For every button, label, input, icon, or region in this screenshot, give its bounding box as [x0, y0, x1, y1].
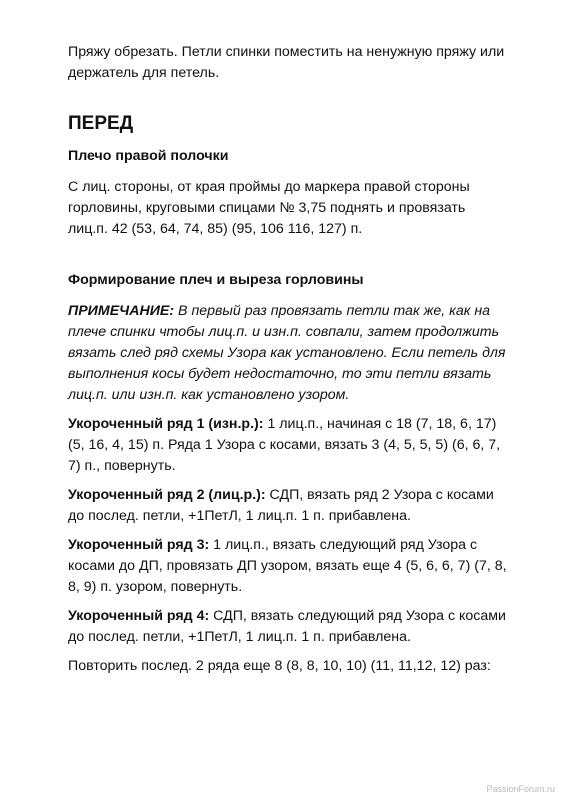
repeat-paragraph: Повторить послед. 2 ряда еще 8 (8, 8, 10, 10) (11, 11,12, 12) раз:: [68, 658, 491, 674]
short-row-2: [68, 485, 508, 527]
note-paragraph: [68, 301, 508, 406]
row-label: Укороченный ряд 3:: [68, 537, 210, 553]
row-label: Укороченный ряд 1 (изн.р.):: [68, 416, 264, 432]
shoulder-paragraph: С лиц. стороны, от края проймы до маркера правой стороны горловины, круговыми спицами № 3,75 поднять и провязать лиц.п. 42 (53, 64, 74, 85) (95, 106 116, 127) п.: [68, 179, 470, 237]
short-row-4: [68, 606, 508, 648]
short-row-3: [68, 535, 508, 598]
note-label: ПРИМЕЧАНИЕ:: [68, 303, 175, 319]
section-title: ПЕРЕД: [68, 113, 134, 134]
row-text: 1 лиц.п., начиная с 18 (7, 18, 6, 17) (5, 16, 4, 15) п. Ряда 1 Узора с косами, вязать 3 (4, 5, 5, 5) (6, 6, 7, 7) п., повернуть.: [68, 416, 501, 474]
subsection-title-neckline: Формирование плеч и выреза горловины: [68, 272, 364, 288]
row-label: Укороченный ряд 4:: [68, 608, 210, 624]
document-page: [68, 42, 508, 685]
watermark: PassionForum.ru: [486, 784, 555, 794]
subsection-title-shoulder: Плечо правой полочки: [68, 148, 229, 164]
row-text: СДП, вязать следующий ряд Узора с косами до послед. петли, +1ПетЛ, 1 лиц.п. 1 п. прибавлена.: [68, 608, 506, 645]
row-label: Укороченный ряд 2 (лиц.р.):: [68, 487, 266, 503]
note-text: В первый раз провязать петли так же, как на плече спинки чтобы лиц.п. и изн.п. совпали, затем продолжить вязать след ряд схемы Узора как установлено. Если петель для выполнения косы будет недостаточно, то эти петли вязать лиц.п. или изн.п. как установлено узором.: [68, 303, 506, 403]
intro-paragraph: Пряжу обрезать. Петли спинки поместить на ненужную пряжу или держатель для петель.: [68, 44, 505, 81]
row-text: СДП, вязать ряд 2 Узора с косами до послед. петли, +1ПетЛ, 1 лиц.п. 1 п. прибавлена.: [68, 487, 494, 524]
row-text: 1 лиц.п., вязать следующий ряд Узора с косами до ДП, провязать ДП узором, вязать еще 4 (5, 6, 6, 7) (7, 8, 8, 9) п. узором, повернуть.: [68, 537, 507, 595]
short-row-1: [68, 414, 508, 477]
